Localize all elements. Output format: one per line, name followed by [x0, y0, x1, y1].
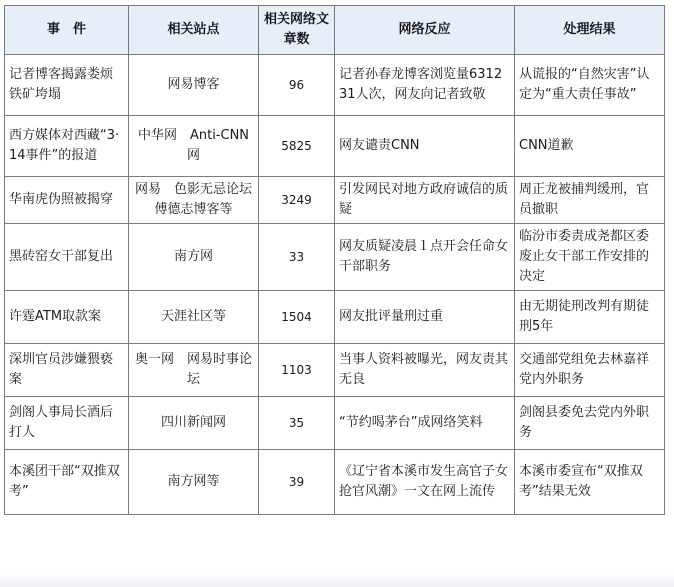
cell-result: 周正龙被捕判缓刑，官员撤职	[515, 177, 665, 224]
cell-sites: 南方网	[129, 224, 259, 291]
cell-count: 39	[259, 450, 335, 515]
header-event: 事 件	[5, 6, 129, 55]
header-reaction: 网络反应	[335, 6, 515, 55]
cell-event: 黑砖窑女干部复出	[5, 224, 129, 291]
table-row	[5, 397, 665, 450]
cell-reaction: 引发网民对地方政府诚信的质疑	[335, 177, 515, 224]
cell-sites: 四川新闻网	[129, 397, 259, 450]
table-row	[5, 116, 665, 177]
cell-count: 96	[259, 55, 335, 116]
events-table	[4, 5, 665, 515]
cell-count: 1103	[259, 344, 335, 397]
header-row	[5, 6, 665, 55]
table-row	[5, 344, 665, 397]
table-row	[5, 450, 665, 515]
cell-sites: 天涯社区等	[129, 291, 259, 344]
cell-event: 记者博客揭露娄烦铁矿垮塌	[5, 55, 129, 116]
cell-reaction: “节约喝茅台”成网络笑料	[335, 397, 515, 450]
header-sites: 相关站点	[129, 6, 259, 55]
header-count: 相关网络文章数	[259, 6, 335, 55]
cell-count: 1504	[259, 291, 335, 344]
header-result: 处理结果	[515, 6, 665, 55]
cell-count: 5825	[259, 116, 335, 177]
cell-event: 本溪团干部“双推双考”	[5, 450, 129, 515]
cell-reaction: 网友批评量刑过重	[335, 291, 515, 344]
cell-result: 临汾市委责成尧都区委废止女干部工作安排的决定	[515, 224, 665, 291]
cell-result: 剑阁县委免去党内外职务	[515, 397, 665, 450]
cell-event: 华南虎伪照被揭穿	[5, 177, 129, 224]
table-row	[5, 224, 665, 291]
cell-sites: 网易 色影无忌论坛傅德志博客等	[129, 177, 259, 224]
cell-event: 深圳官员涉嫌猥亵案	[5, 344, 129, 397]
cell-sites: 南方网等	[129, 450, 259, 515]
cell-result: 交通部党组免去林嘉祥党内外职务	[515, 344, 665, 397]
cell-result: 本溪市委宣布“双推双考”结果无效	[515, 450, 665, 515]
cell-count: 3249	[259, 177, 335, 224]
cell-event: 西方媒体对西藏“3·14事件”的报道	[5, 116, 129, 177]
cell-reaction: 记者孙春龙博客浏览量631231人次，网友向记者致敬	[335, 55, 515, 116]
table-row	[5, 55, 665, 116]
bottom-band	[0, 573, 674, 587]
cell-reaction: 《辽宁省本溪市发生高官子女抢官风潮》一文在网上流传	[335, 450, 515, 515]
cell-count: 35	[259, 397, 335, 450]
cell-sites: 奥一网 网易时事论坛	[129, 344, 259, 397]
table-row	[5, 177, 665, 224]
cell-event: 许霆ATM取款案	[5, 291, 129, 344]
table-row	[5, 291, 665, 344]
cell-event: 剑阁人事局长酒后打人	[5, 397, 129, 450]
cell-reaction: 网友质疑凌晨１点开会任命女干部职务	[335, 224, 515, 291]
cell-reaction: 网友谴责CNN	[335, 116, 515, 177]
cell-result: 从谎报的“自然灾害”认定为“重大责任事故”	[515, 55, 665, 116]
cell-sites: 网易博客	[129, 55, 259, 116]
cell-reaction: 当事人资料被曝光，网友责其无良	[335, 344, 515, 397]
cell-count: 33	[259, 224, 335, 291]
cell-result: CNN道歉	[515, 116, 665, 177]
cell-result: 由无期徒刑改判有期徒刑5年	[515, 291, 665, 344]
cell-sites: 中华网 Anti-CNN网	[129, 116, 259, 177]
